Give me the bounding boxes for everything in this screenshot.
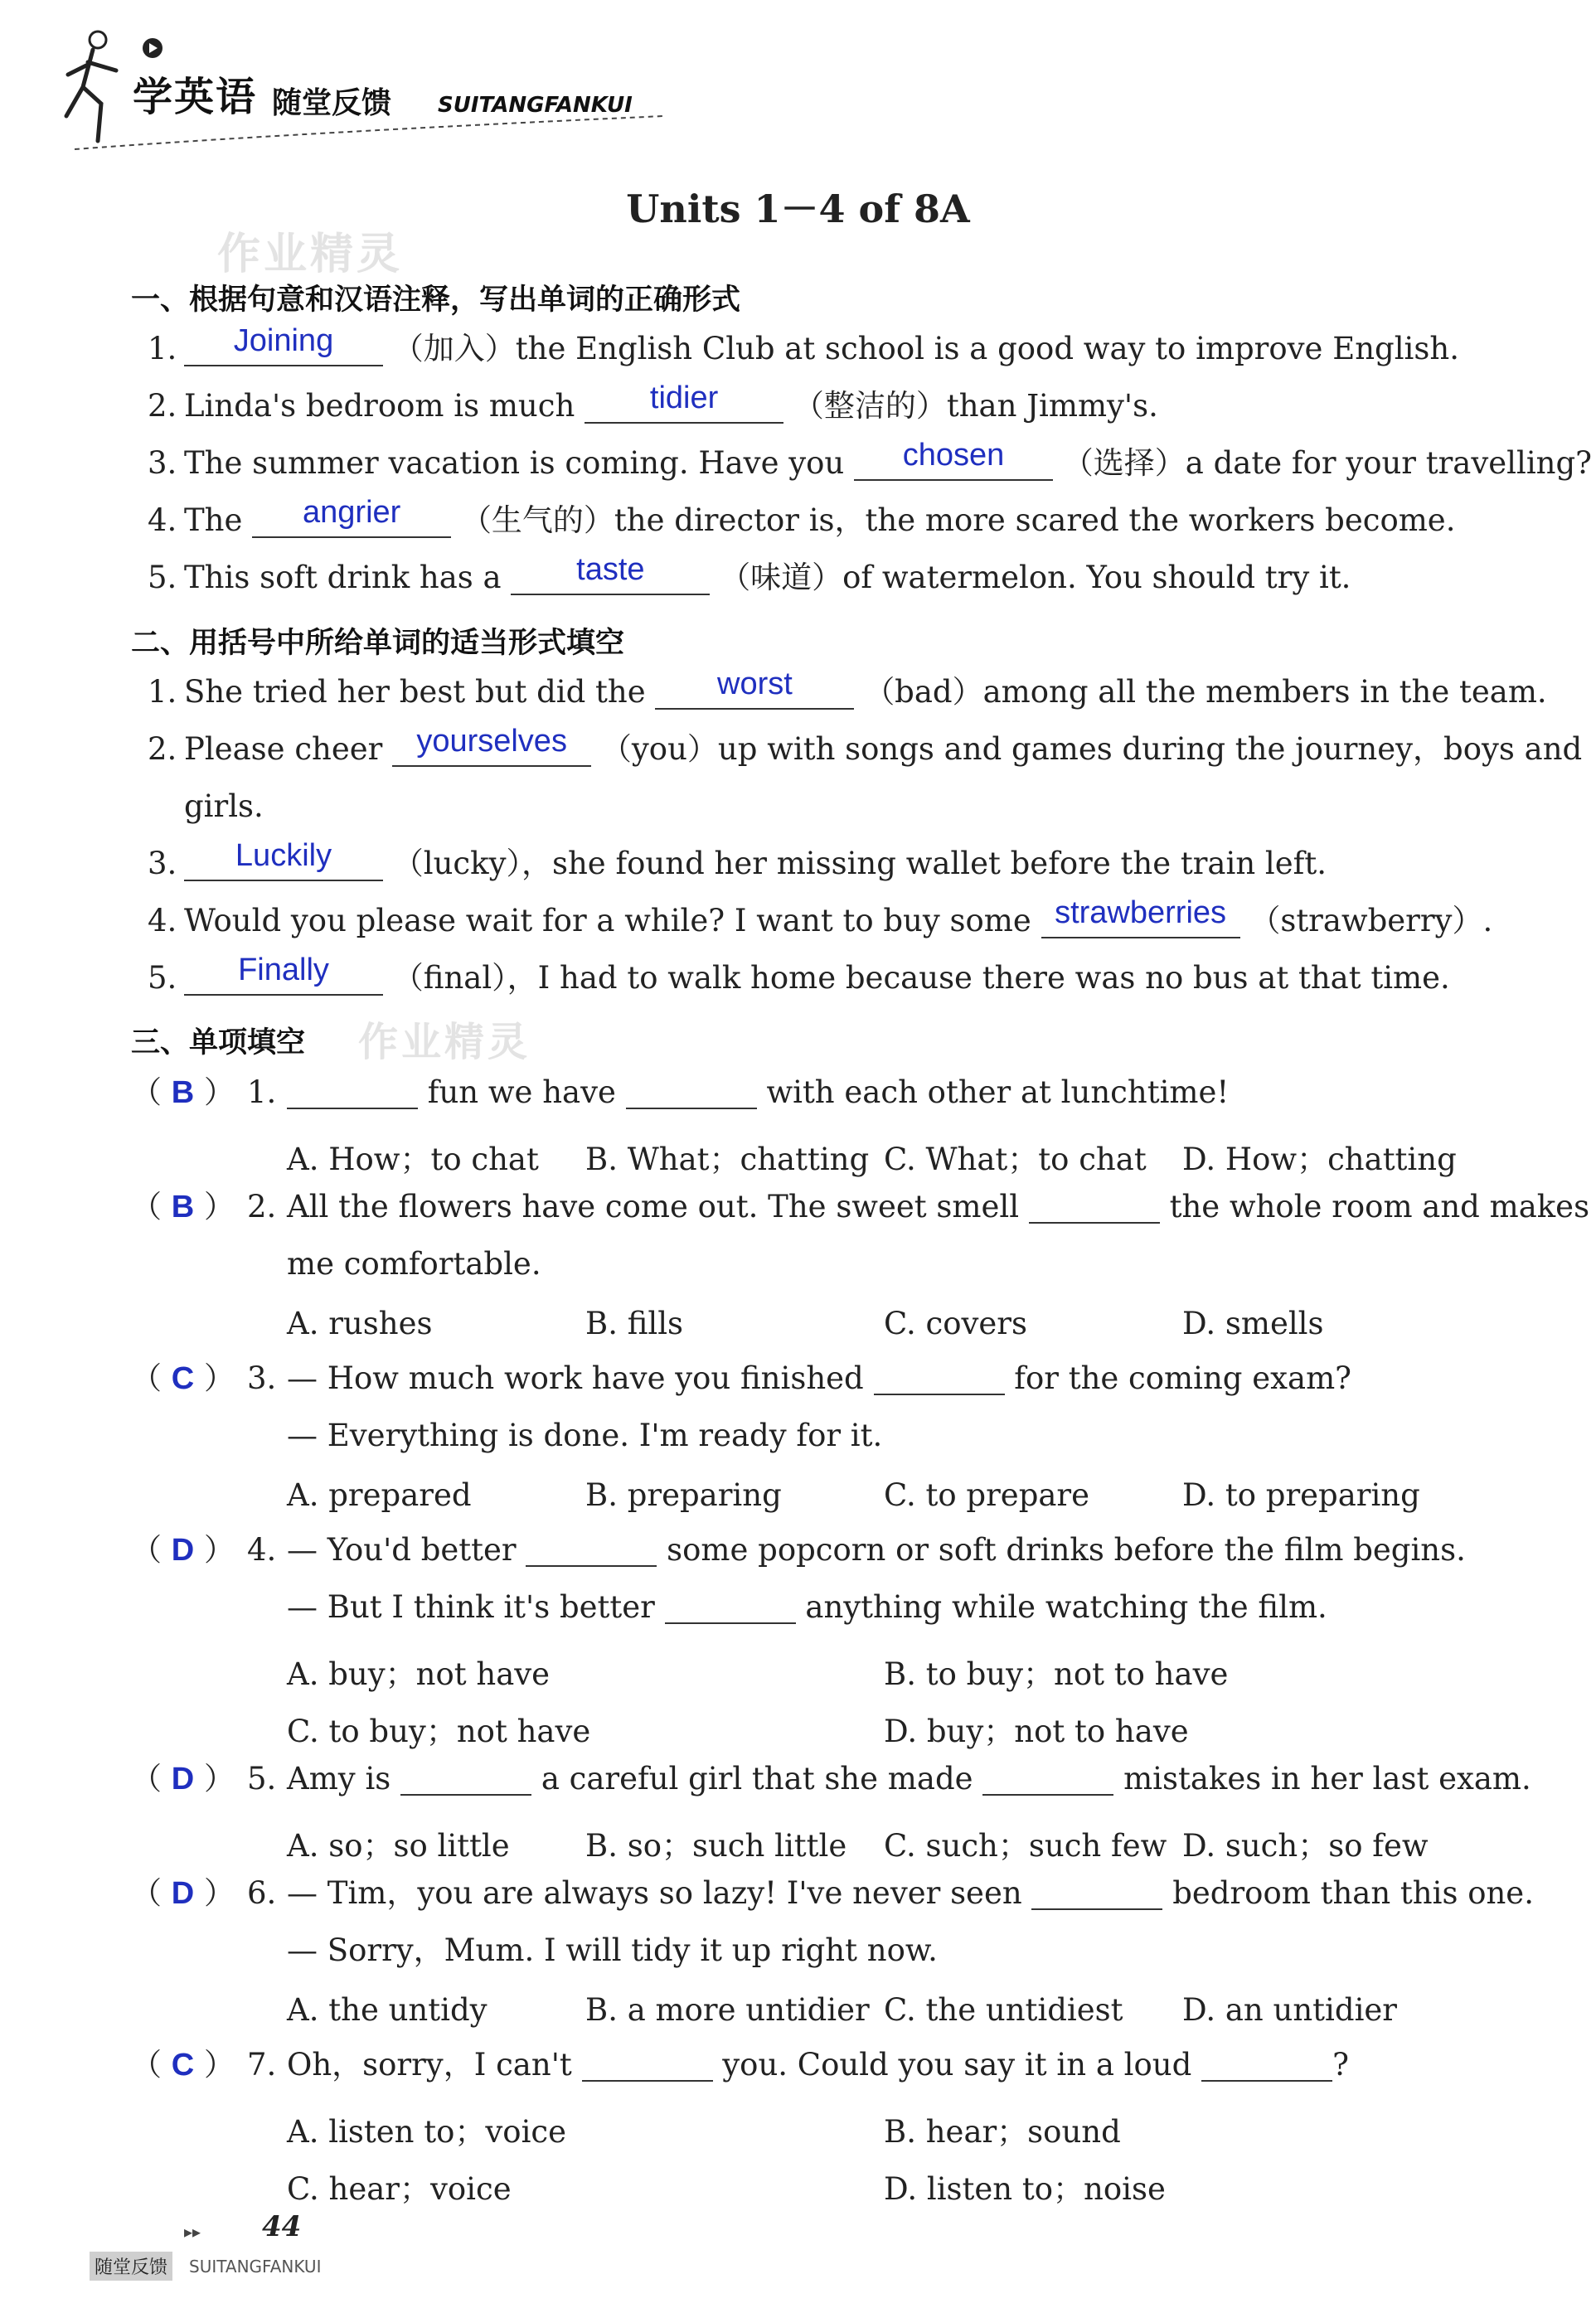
answer-blank: [1201, 2049, 1332, 2082]
answer-blank: tidier: [585, 390, 783, 424]
option: B. a more untidier: [585, 1992, 870, 2028]
option: C. such；such few: [884, 1828, 1167, 1864]
answer-blank: worst: [655, 676, 854, 710]
mc-answer: C: [171, 1361, 195, 1396]
section-heading: 二、用括号中所给单词的适当形式填空: [131, 627, 625, 660]
option: A. rushes: [287, 1306, 433, 1341]
answer-blank: [582, 2049, 713, 2082]
mc-answer: D: [171, 1762, 195, 1796]
option: B. What；chatting: [585, 1142, 870, 1177]
answer-blank: [1031, 1878, 1162, 1910]
option: C. What；to chat: [884, 1142, 1147, 1177]
option: D. How；chatting: [1182, 1142, 1457, 1177]
brand-title: 学英语: [133, 74, 258, 120]
page-title: Units 1－4 of 8A: [626, 187, 970, 231]
answer-blank: chosen: [854, 448, 1053, 481]
answer-blank: [874, 1363, 1005, 1395]
option: C. the untidiest: [884, 1992, 1123, 2028]
brand-latin: SUITANGFANKUI: [438, 93, 633, 118]
option: B. so；such little: [585, 1828, 847, 1864]
option: A. buy；not have: [287, 1656, 551, 1692]
watermark: 作业精灵: [358, 1019, 531, 1065]
option: C. covers: [884, 1306, 1027, 1341]
answer-blank: [526, 1535, 657, 1567]
double-arrow-icon: ▸▸: [184, 2222, 201, 2242]
answer-blank: [1029, 1191, 1160, 1224]
footer-tag: 随堂反馈: [90, 2252, 172, 2281]
answer-blank: strawberries: [1041, 905, 1240, 938]
option: D. to preparing: [1182, 1477, 1420, 1513]
option: C. to prepare: [884, 1477, 1090, 1513]
section-heading: 一、根据句意和汉语注释，写出单词的正确形式: [131, 284, 741, 317]
answer-blank: [287, 1077, 418, 1109]
mc-answer: D: [171, 1876, 195, 1911]
option: A. the untidy: [287, 1992, 488, 2028]
option: D. buy；not to have: [884, 1714, 1189, 1749]
option: B. to buy；not to have: [884, 1656, 1229, 1692]
answer-blank: angrier: [252, 505, 451, 538]
mc-answer: C: [171, 2048, 195, 2083]
answer-blank: Luckily: [184, 848, 383, 881]
footer-latin: SUITANGFANKUI: [189, 2257, 322, 2276]
option: C. to buy；not have: [287, 1714, 591, 1749]
brand-subtitle: 随堂反馈: [272, 86, 392, 120]
page-number: 44: [262, 2210, 302, 2243]
watermark: 作业精灵: [217, 230, 404, 279]
section-heading: 三、单项填空: [131, 1026, 306, 1059]
option: A. so；so little: [287, 1828, 510, 1864]
option: B. preparing: [585, 1477, 782, 1513]
option: A. prepared: [287, 1477, 472, 1513]
header-logo: [50, 25, 663, 158]
answer-blank: [400, 1763, 531, 1796]
option: B. hear；sound: [884, 2114, 1121, 2150]
option: B. fills: [585, 1306, 684, 1341]
option: D. listen to；noise: [884, 2171, 1166, 2207]
mc-answer: B: [171, 1075, 195, 1110]
option: D. an untidier: [1182, 1992, 1397, 2028]
answer-blank: [626, 1077, 757, 1109]
answer-blank: Joining: [184, 333, 383, 366]
answer-blank: [982, 1763, 1113, 1796]
answer-blank: yourselves: [392, 734, 591, 767]
option: A. listen to；voice: [287, 2114, 567, 2150]
mc-answer: D: [171, 1533, 195, 1568]
option: D. such；so few: [1182, 1828, 1429, 1864]
answer-blank: Finally: [184, 962, 383, 996]
mc-answer: B: [171, 1190, 195, 1224]
option: C. hear；voice: [287, 2171, 512, 2207]
answer-blank: [665, 1592, 796, 1624]
answer-blank: taste: [511, 562, 710, 595]
option: D. smells: [1182, 1306, 1324, 1341]
option: A. How；to chat: [287, 1142, 539, 1177]
